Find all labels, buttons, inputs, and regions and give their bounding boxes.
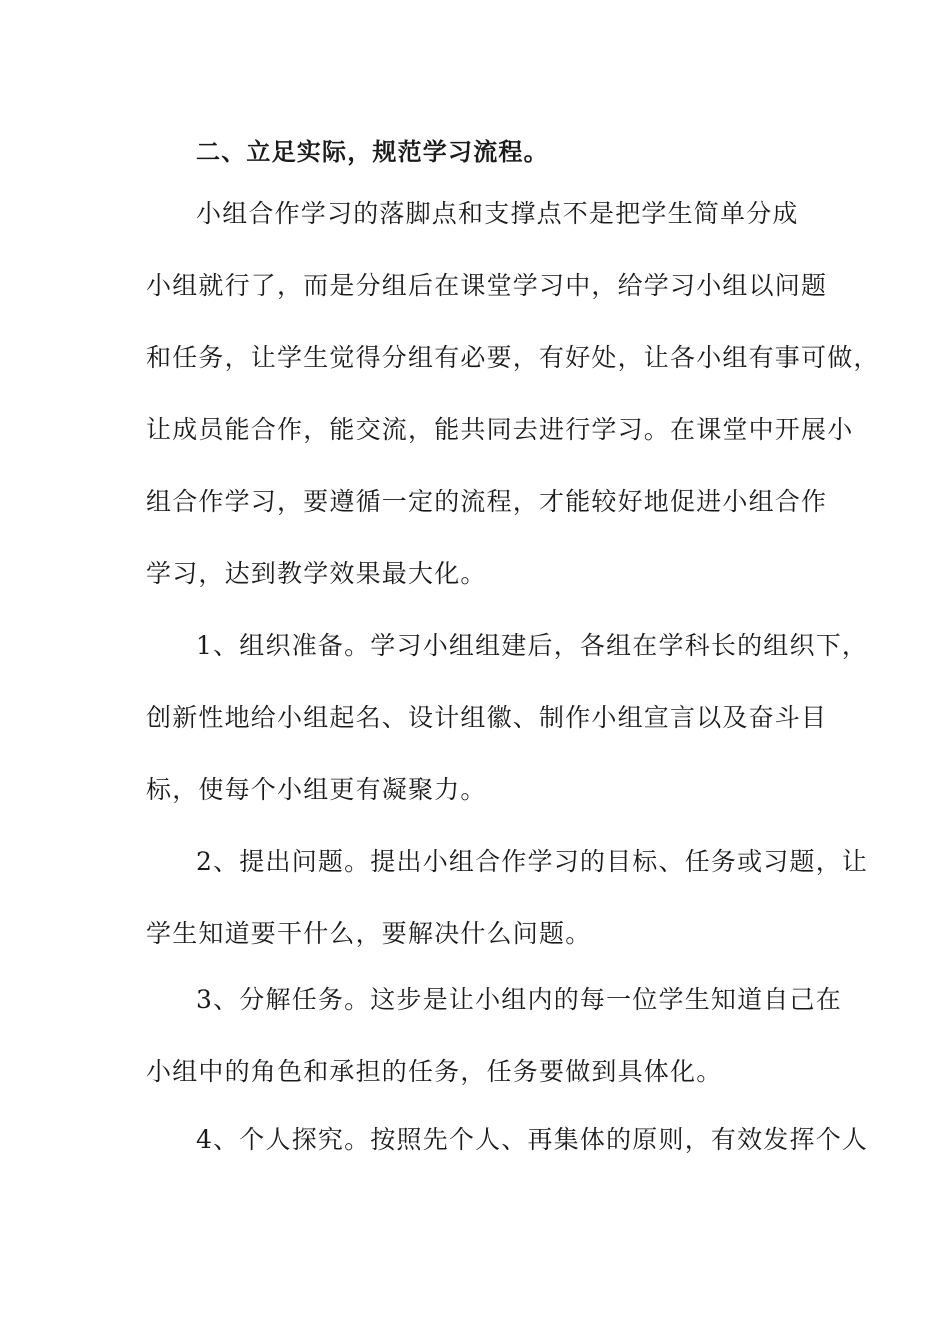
paragraph-line: 标，使每个小组更有凝聚力。: [146, 775, 487, 804]
paragraph-line: 1、组织准备。学习小组组建后，各组在学科长的组织下，: [196, 631, 869, 660]
paragraph-line: 学生知道要干什么，要解决什么问题。: [146, 919, 592, 948]
paragraph-line: 创新性地给小组起名、设计组徽、制作小组宣言以及奋斗目: [146, 703, 828, 732]
paragraph-line: 小组就行了，而是分组后在课堂学习中，给学习小组以问题: [146, 271, 828, 300]
paragraph-line: 组合作学习，要遵循一定的流程，才能较好地促进小组合作: [146, 487, 828, 516]
paragraph-line: 让成员能合作，能交流，能共同去进行学习。在课堂中开展小: [146, 415, 854, 444]
paragraph-line: 2、提出问题。提出小组合作学习的目标、任务或习题，让: [196, 847, 869, 876]
section-heading: 二、立足实际，规范学习流程。: [196, 138, 549, 166]
paragraph-line: 小组合作学习的落脚点和支撑点不是把学生简单分成: [196, 199, 799, 228]
paragraph-line: 小组中的角色和承担的任务，任务要做到具体化。: [146, 1057, 723, 1086]
paragraph-line: 学习，达到教学效果最大化。: [146, 559, 487, 588]
paragraph-line: 4、个人探究。按照先个人、再集体的原则，有效发挥个人: [196, 1125, 869, 1154]
paragraph-line: 3、分解任务。这步是让小组内的每一位学生知道自己在: [196, 985, 842, 1014]
paragraph-line: 和任务，让学生觉得分组有必要，有好处，让各小组有事可做，: [146, 343, 880, 372]
